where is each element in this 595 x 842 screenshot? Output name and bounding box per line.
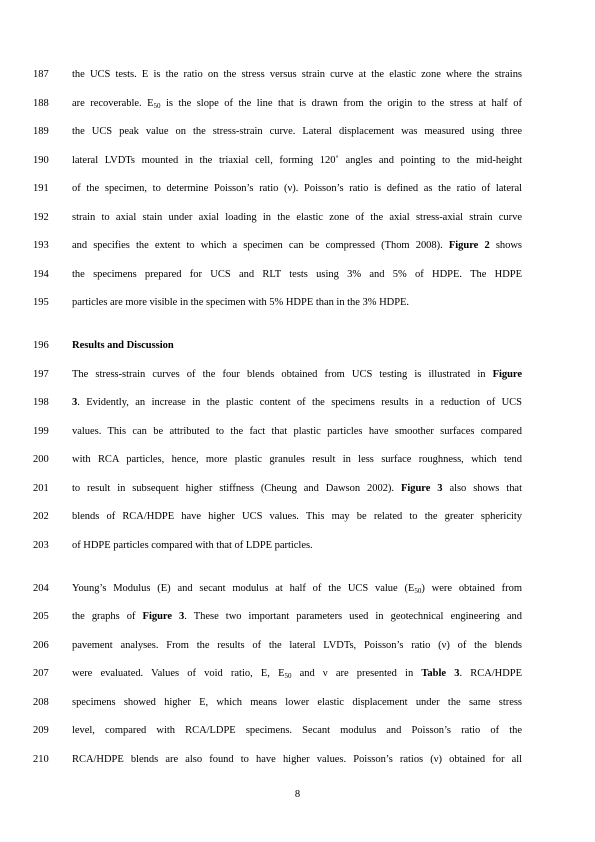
- line-text: [72, 395, 522, 411]
- text-segment: . RCA/HDPE: [459, 668, 523, 679]
- line-text: [72, 538, 522, 554]
- text-segment: are recoverable. E: [72, 98, 154, 109]
- text-segment: Young’s Modulus (E) and secant modulus at half of the UCS value (E: [72, 583, 415, 594]
- text-segment: values. This can be attributed to the fact that plastic particles have smoother surfaces compared: [72, 426, 522, 437]
- text-segment: . These two important parameters used in geotechnical engineering and: [184, 611, 522, 622]
- line-text: [72, 238, 522, 254]
- text-line: [0, 666, 595, 682]
- line-number: 207: [33, 668, 49, 679]
- bold-text: Figure 3: [400, 483, 443, 494]
- text-line: [0, 481, 595, 497]
- line-text: [72, 666, 522, 682]
- bold-text: Table 3: [421, 668, 460, 679]
- line-text: [72, 124, 522, 140]
- text-line: [0, 238, 595, 254]
- line-text: [72, 181, 522, 197]
- text-segment: ) were obtained from: [421, 583, 522, 594]
- line-text: [72, 67, 522, 83]
- text-segment: strain to axial stain under axial loading in the elastic zone of the axial stress-axial strain curve: [72, 212, 522, 223]
- line-text: [72, 452, 522, 468]
- line-number: 188: [33, 98, 49, 109]
- line-number: 191: [33, 183, 49, 194]
- text-segment: shows: [489, 240, 522, 251]
- line-number: 196: [33, 340, 49, 351]
- text-line: [0, 295, 595, 311]
- line-number: 189: [33, 126, 49, 137]
- text-segment: the UCS peak value on the stress-strain curve. Lateral displacement was measured using three: [72, 126, 522, 137]
- text-segment: with RCA particles, hence, more plastic granules result in less surface roughness, which tend: [72, 454, 522, 465]
- line-number: 195: [33, 297, 49, 308]
- line-number: 208: [33, 697, 49, 708]
- page-number: 8: [294, 789, 301, 800]
- line-number: 199: [33, 426, 49, 437]
- bold-text: 3: [72, 397, 78, 408]
- subscript: 50: [284, 672, 292, 680]
- section-heading-line: [0, 338, 595, 354]
- text-line: [0, 153, 595, 169]
- line-number: 203: [33, 540, 49, 551]
- text-line: [0, 124, 595, 140]
- line-number: 209: [33, 725, 49, 736]
- section-heading: [72, 338, 522, 354]
- text-segment: . Evidently, an increase in the plastic content of the specimens results in a reduction of UCS: [77, 397, 522, 408]
- text-line: [0, 581, 595, 597]
- line-number: 197: [33, 369, 49, 380]
- text-line: [0, 695, 595, 711]
- line-number: 190: [33, 155, 49, 166]
- line-text: [72, 723, 522, 739]
- line-number: 187: [33, 69, 49, 80]
- line-number: 210: [33, 754, 49, 765]
- text-segment: of HDPE particles compared with that of LDPE particles.: [72, 540, 313, 551]
- subscript: 50: [153, 102, 161, 110]
- line-text: [72, 638, 522, 654]
- text-line: [0, 424, 595, 440]
- line-number: 194: [33, 269, 49, 280]
- line-text: [72, 481, 522, 497]
- text-segment: were evaluated. Values of void ratio, E, E: [72, 668, 285, 679]
- line-number: 202: [33, 511, 49, 522]
- text-segment: the graphs of: [72, 611, 143, 622]
- text-line: [0, 395, 595, 411]
- text-line: [0, 609, 595, 625]
- line-text: [72, 752, 522, 768]
- text-segment: also shows that: [442, 483, 522, 494]
- text-segment: particles are more visible in the specimen with 5% HDPE than in the 3% HDPE.: [72, 297, 410, 308]
- bold-text: Figure 2: [448, 240, 490, 251]
- text-line: [0, 723, 595, 739]
- line-number: 192: [33, 212, 49, 223]
- line-text: [72, 367, 522, 383]
- line-number: 198: [33, 397, 49, 408]
- text-segment: The stress-strain curves of the four blends obtained from UCS testing is illustrated in: [72, 369, 493, 380]
- text-line: [0, 67, 595, 83]
- line-text: [72, 424, 522, 440]
- line-text: [72, 96, 522, 112]
- bold-text: Figure: [492, 369, 522, 380]
- text-line: [0, 509, 595, 525]
- text-segment: the UCS tests. E is the ratio on the stress versus strain curve at the elastic zone where the strains: [72, 69, 522, 80]
- text-segment: lateral LVDTs mounted in the triaxial cell, forming 120˚ angles and pointing to the mid-height: [72, 155, 522, 166]
- text-line: [0, 210, 595, 226]
- line-text: [72, 153, 522, 169]
- text-segment: pavement analyses. From the results of the lateral LVDTs, Poisson’s ratio (ν) of the blends: [72, 640, 522, 651]
- text-line: [0, 267, 595, 283]
- subscript: 50: [414, 587, 422, 595]
- text-line: [0, 638, 595, 654]
- text-segment: and ν are presented in: [291, 668, 422, 679]
- line-number: 206: [33, 640, 49, 651]
- line-text: [72, 581, 522, 597]
- line-text: [72, 295, 522, 311]
- line-text: [72, 267, 522, 283]
- text-segment: the specimens prepared for UCS and RLT tests using 3% and 5% of HDPE. The HDPE: [72, 269, 522, 280]
- text-segment: RCA/HDPE blends are also found to have higher values. Poisson’s ratios (ν) obtained for all: [72, 754, 522, 765]
- line-number: 205: [33, 611, 49, 622]
- text-line: [0, 181, 595, 197]
- text-line: [0, 96, 595, 112]
- bold-text: Figure 3: [142, 611, 185, 622]
- bold-text: Results and Discussion: [72, 340, 174, 351]
- text-segment: and specifies the extent to which a specimen can be compressed (Thom 2008).: [72, 240, 449, 251]
- line-number: 201: [33, 483, 49, 494]
- text-segment: of the specimen, to determine Poisson’s ratio (ν). Poisson’s ratio is defined as the ratio of lateral: [72, 183, 522, 194]
- text-segment: is the slope of the line that is drawn from the origin to the stress at half of: [160, 98, 522, 109]
- text-line: [0, 752, 595, 768]
- text-line: [0, 538, 595, 554]
- text-line: [0, 452, 595, 468]
- text-segment: level, compared with RCA/LDPE specimens. Secant modulus and Poisson’s ratio of the: [72, 725, 522, 736]
- line-text: [72, 210, 522, 226]
- line-number: 200: [33, 454, 49, 465]
- text-segment: to result in subsequent higher stiffness (Cheung and Dawson 2002).: [72, 483, 401, 494]
- line-number: 193: [33, 240, 49, 251]
- line-number: 204: [33, 583, 49, 594]
- text-segment: specimens showed higher E, which means lower elastic displacement under the same stress: [72, 697, 522, 708]
- line-text: [72, 509, 522, 525]
- line-text: [72, 609, 522, 625]
- text-line: [0, 367, 595, 383]
- line-text: [72, 695, 522, 711]
- text-segment: blends of RCA/HDPE have higher UCS values. This may be related to the greater sphericity: [72, 511, 522, 522]
